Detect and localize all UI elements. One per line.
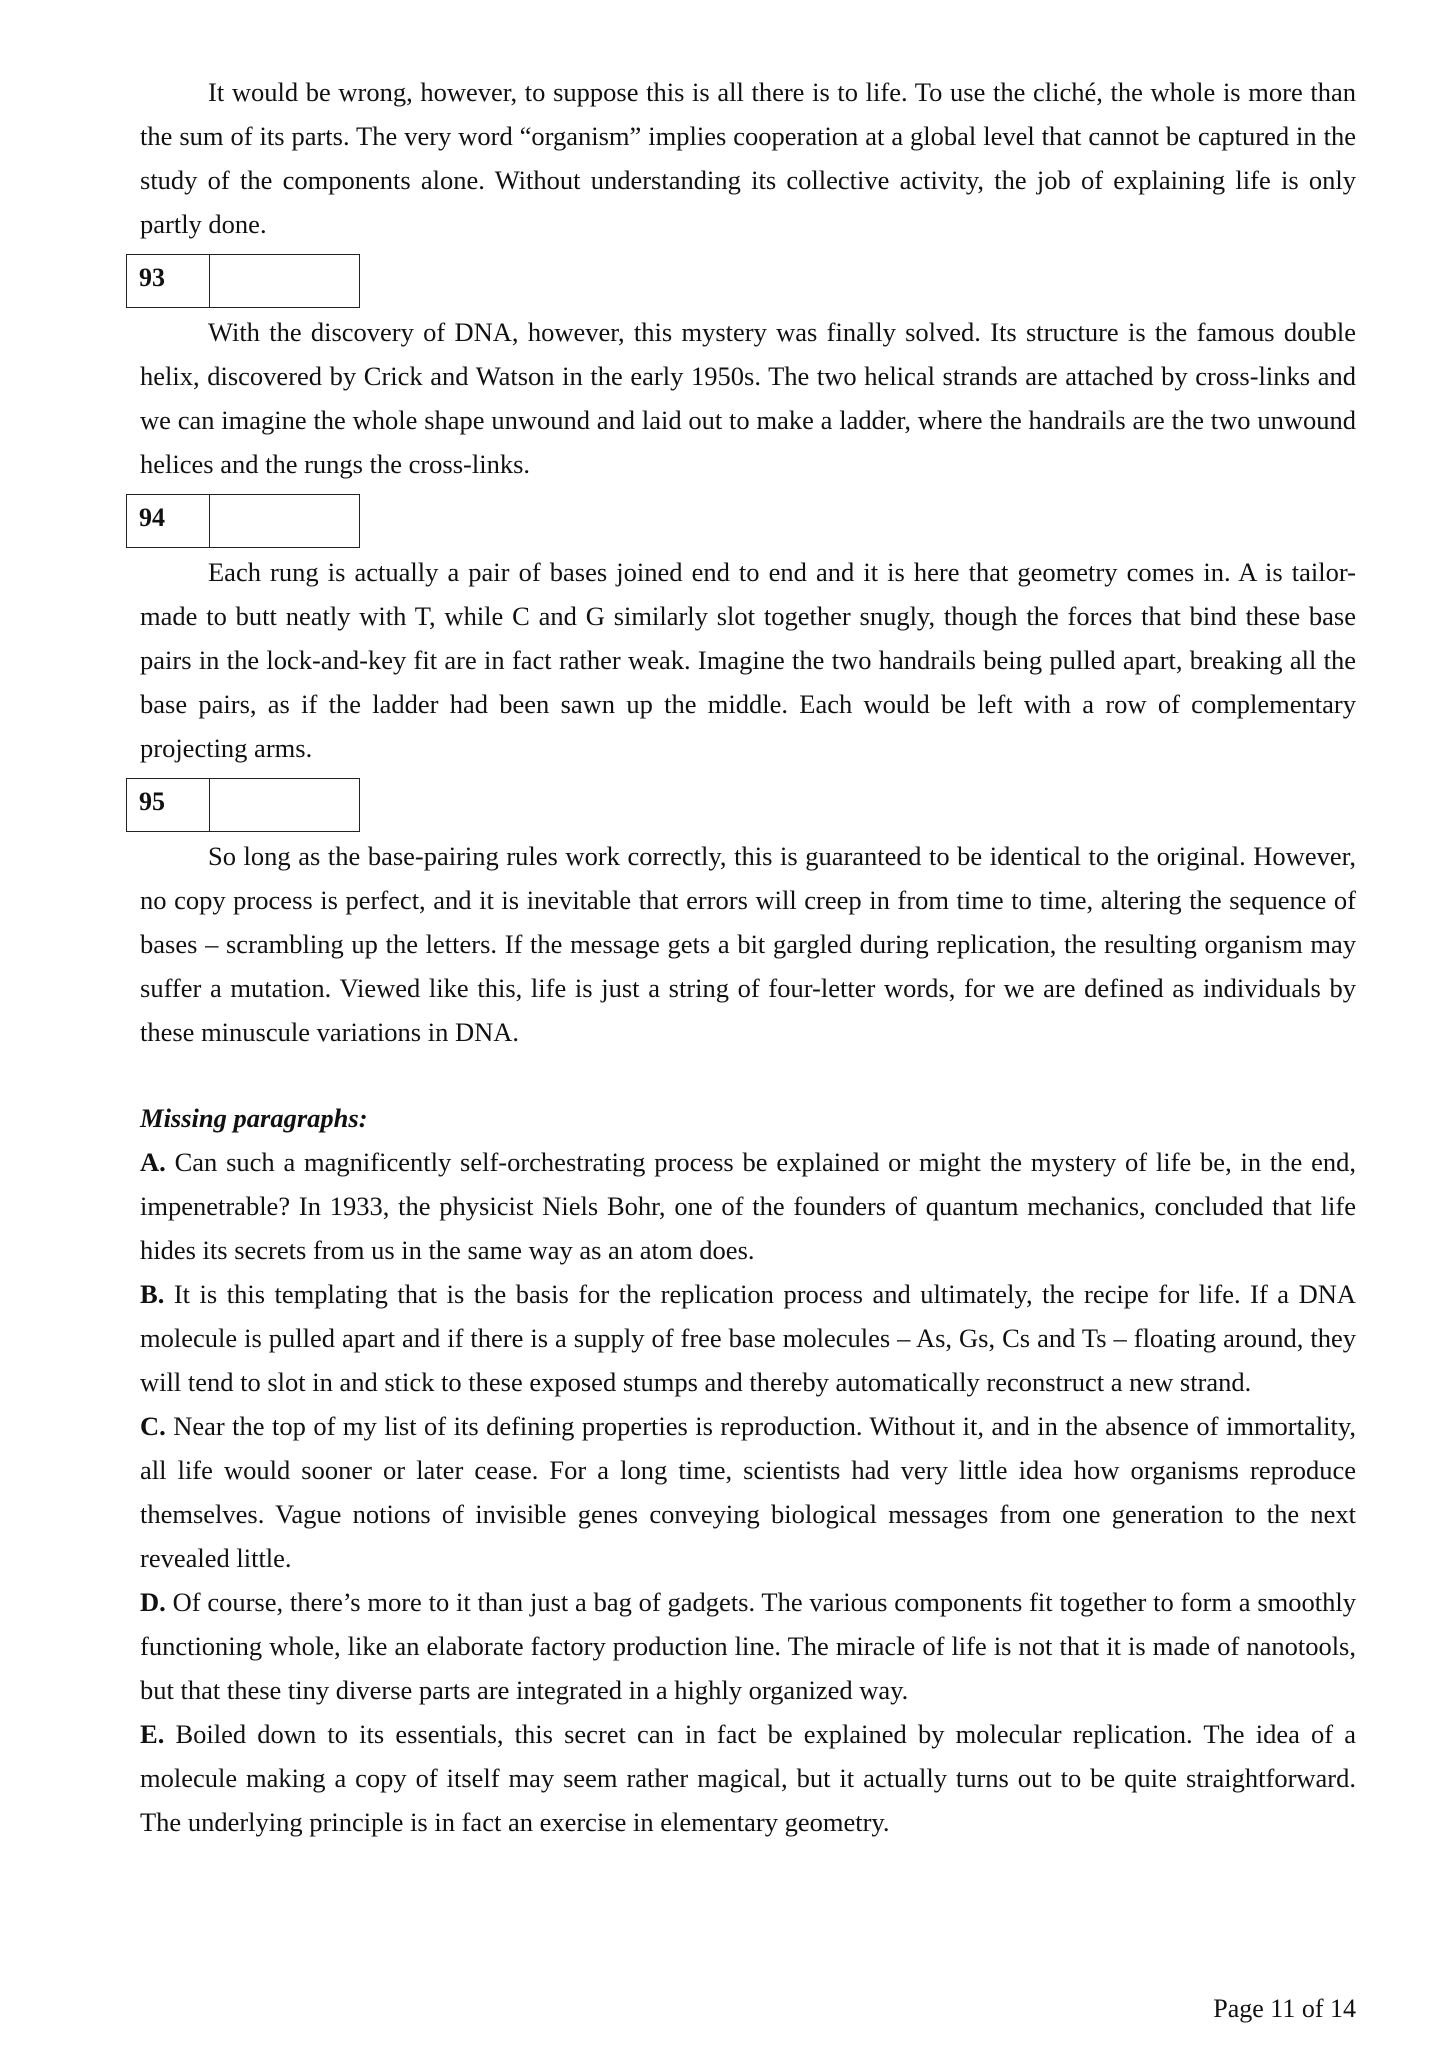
- answer-row-93: [126, 254, 1356, 310]
- answer-box-93[interactable]: [210, 254, 360, 308]
- option-letter: A: [140, 1147, 160, 1177]
- question-number-94: 94: [126, 494, 210, 548]
- question-number-93: 93: [126, 254, 210, 308]
- option-a: A. Can such a magnificently self-orchestrating process be explained or might the mystery of life be, in the end, impenetrable? In 1933, the physicist Niels Bohr, one of the founders of quantum mechanics, concluded that life hides its secrets from us in the same way as an atom does.: [140, 1147, 1356, 1265]
- paragraph-4: So long as the base-pairing rules work correctly, this is guaranteed to be identical to the original. However, no copy process is perfect, and it is inevitable that errors will creep in from time to time, altering the sequence of bases – scrambling up the letters. If the message gets a bit gargled during replication, the resulting organism may suffer a mutation. Viewed like this, life is just a string of four-letter words, for we are defined as individuals by these minuscule variations in DNA.: [140, 841, 1356, 1047]
- option-letter: D: [140, 1587, 160, 1617]
- option-c: C. Near the top of my list of its defining properties is reproduction. Without it, and in the absence of immortality, all life would sooner or later cease. For a long time, scientists had very little idea how organisms reproduce themselves. Vague notions of invisible genes conveying biological messages from one generation to the next revealed little.: [140, 1411, 1356, 1573]
- missing-paragraphs-heading: Missing paragraphs:: [140, 1103, 368, 1133]
- option-text: Near the top of my list of its defining properties is reproduction. Without it, and in the absence of immortality, all life would sooner or later cease. For a long time, scientists had very little idea how organisms reproduce themselves. Vague notions of invisible genes conveying biological messages from one generation to the next revealed little.: [140, 1411, 1356, 1573]
- option-d: D. Of course, there’s more to it than just a bag of gadgets. The various components fit together to form a smoothly functioning whole, like an elaborate factory production line. The miracle of life is not that it is made of nanotools, but that these tiny diverse parts are integrated in a highly organized way.: [140, 1587, 1357, 1705]
- option-text: Of course, there’s more to it than just a bag of gadgets. The various components fit together to form a smoothly functioning whole, like an elaborate factory production line. The miracle of life is not that it is made of nanotools, but that these tiny diverse parts are integrated in a highly organized way.: [140, 1587, 1357, 1705]
- answer-row-95: [126, 778, 1356, 834]
- option-letter: E: [140, 1719, 158, 1749]
- question-number-95: 95: [126, 778, 210, 832]
- paragraph-3: Each rung is actually a pair of bases joined end to end and it is here that geometry comes in. A is tailor-made to butt neatly with T, while C and G similarly slot together snugly, though the forces that bind these base pairs in the lock-and-key fit are in fact rather weak. Imagine the two handrails being pulled apart, breaking all the base pairs, as if the ladder had been sawn up the middle. Each would be left with a row of complementary projecting arms.: [140, 557, 1356, 763]
- paragraph-2: With the discovery of DNA, however, this mystery was finally solved. Its structure is the famous double helix, discovered by Crick and Watson in the early 1950s. The two helical strands are attached by cross-links and we can imagine the whole shape unwound and laid out to make a ladder, where the handrails are the two unwound helices and the rungs the cross-links.: [140, 317, 1356, 479]
- document-page: [140, 70, 1356, 1844]
- answer-box-94[interactable]: [210, 494, 360, 548]
- option-text: Can such a magnificently self-orchestrating process be explained or might the mystery of life be, in the end, impenetrable? In 1933, the physicist Niels Bohr, one of the founders of quantum mechanics, concluded that life hides its secrets from us in the same way as an atom does.: [140, 1147, 1356, 1265]
- option-letter: B: [140, 1279, 158, 1309]
- paragraph-1: It would be wrong, however, to suppose this is all there is to life. To use the cliché, the whole is more than the sum of its parts. The very word “organism” implies cooperation at a global level that cannot be captured in the study of the components alone. Without understanding its collective activity, the job of explaining life is only partly done.: [140, 77, 1356, 239]
- option-letter: C: [140, 1411, 160, 1441]
- option-e: E. Boiled down to its essentials, this secret can in fact be explained by molecular replication. The idea of a molecule making a copy of itself may seem rather magical, but it actually turns out to be quite straightforward. The underlying principle is in fact an exercise in elementary geometry.: [140, 1719, 1357, 1837]
- answer-box-95[interactable]: [210, 778, 360, 832]
- answer-row-94: [126, 494, 1356, 550]
- option-text: Boiled down to its essentials, this secret can in fact be explained by molecular replication. The idea of a molecule making a copy of itself may seem rather magical, but it actually turns out to be quite straightforward. The underlying principle is in fact an exercise in elementary geometry.: [140, 1719, 1357, 1837]
- option-b: B. It is this templating that is the basis for the replication process and ultimately, the recipe for life. If a DNA molecule is pulled apart and if there is a supply of free base molecules – As, Gs, Cs and Ts – floating around, they will tend to slot in and stick to these exposed stumps and thereby automatically reconstruct a new strand.: [140, 1279, 1356, 1397]
- page-number: Page 11 of 14: [1213, 1994, 1356, 2023]
- option-text: It is this templating that is the basis for the replication process and ultimately, the recipe for life. If a DNA molecule is pulled apart and if there is a supply of free base molecules – As, Gs, Cs and Ts – floating around, they will tend to slot in and stick to these exposed stumps and thereby automatically reconstruct a new strand.: [140, 1279, 1356, 1397]
